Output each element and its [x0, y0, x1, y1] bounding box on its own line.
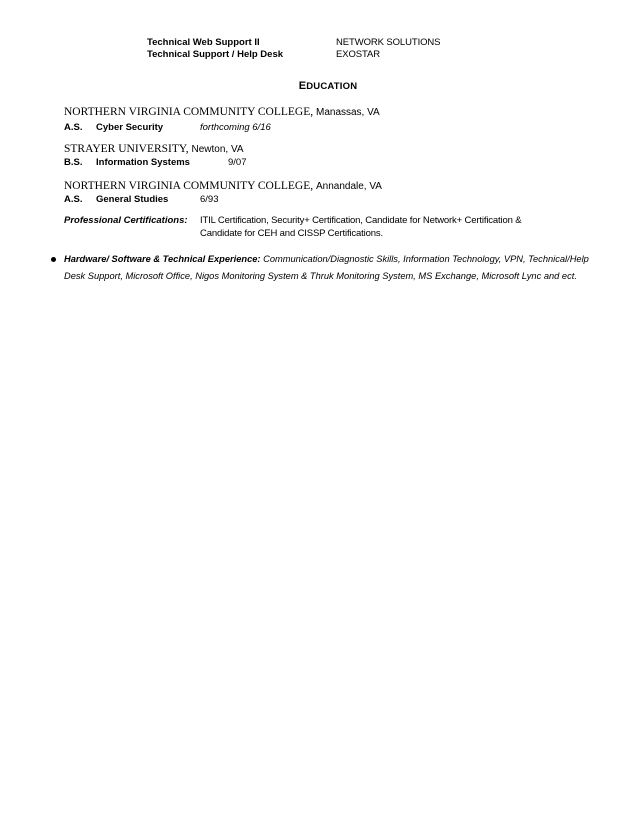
degree-line: [64, 193, 624, 207]
school-name: NORTHERN VIRGINIA COMMUNITY COLLEGE,: [64, 180, 314, 192]
skills-text: Communication/Diagnostic Skills, Information Technology, VPN, Technical/Help Desk Support, Microsoft Office, Nigos Monitoring System & Thruk Monitoring System, MS Exchange, Microsoft Lync and ect.: [64, 254, 589, 281]
skills-text-block: [64, 251, 594, 285]
skills-label: Hardware/ Software & Technical Experience:: [64, 254, 261, 264]
education-heading-rest: DUCATION: [306, 81, 358, 92]
degree-field: Cyber Security: [96, 122, 164, 133]
job-company: EXOSTAR: [336, 49, 380, 60]
degree-date: 6/93: [200, 194, 219, 205]
job-title: Technical Web Support II: [147, 37, 260, 48]
degree-abbr: A.S.: [64, 194, 83, 205]
job-title: Technical Support / Help Desk: [147, 49, 284, 60]
degree-abbr: A.S.: [64, 122, 83, 133]
school-name-line: [64, 104, 380, 121]
certifications-text: [200, 214, 600, 240]
school-location: Newton, VA: [191, 144, 244, 155]
degree-date: forthcoming 6/16: [200, 122, 271, 133]
degree-abbr: B.S.: [64, 157, 83, 168]
education-heading-initial: E: [298, 80, 307, 92]
education-heading: [0, 80, 638, 92]
school-location: Annandale, VA: [315, 181, 382, 192]
school-name: NORTHERN VIRGINIA COMMUNITY COLLEGE,: [64, 106, 314, 118]
school-location: Manassas, VA: [315, 107, 380, 118]
degree-field: Information Systems: [96, 157, 190, 168]
bullet-dot-icon: [51, 257, 56, 262]
degree-date: 9/07: [228, 157, 247, 168]
certifications-label: Professional Certifications:: [64, 215, 188, 226]
degree-line: [64, 121, 624, 135]
job-row: [0, 48, 638, 62]
school-name: STRAYER UNIVERSITY,: [64, 143, 189, 155]
certifications-line: Candidate for CEH and CISSP Certifications.: [200, 228, 383, 239]
degree-line: [64, 156, 624, 170]
degree-field: General Studies: [96, 194, 169, 205]
certifications-line: ITIL Certification, Security+ Certification, Candidate for Network+ Certification &: [200, 215, 522, 226]
job-company: NETWORK SOLUTIONS: [336, 37, 441, 48]
